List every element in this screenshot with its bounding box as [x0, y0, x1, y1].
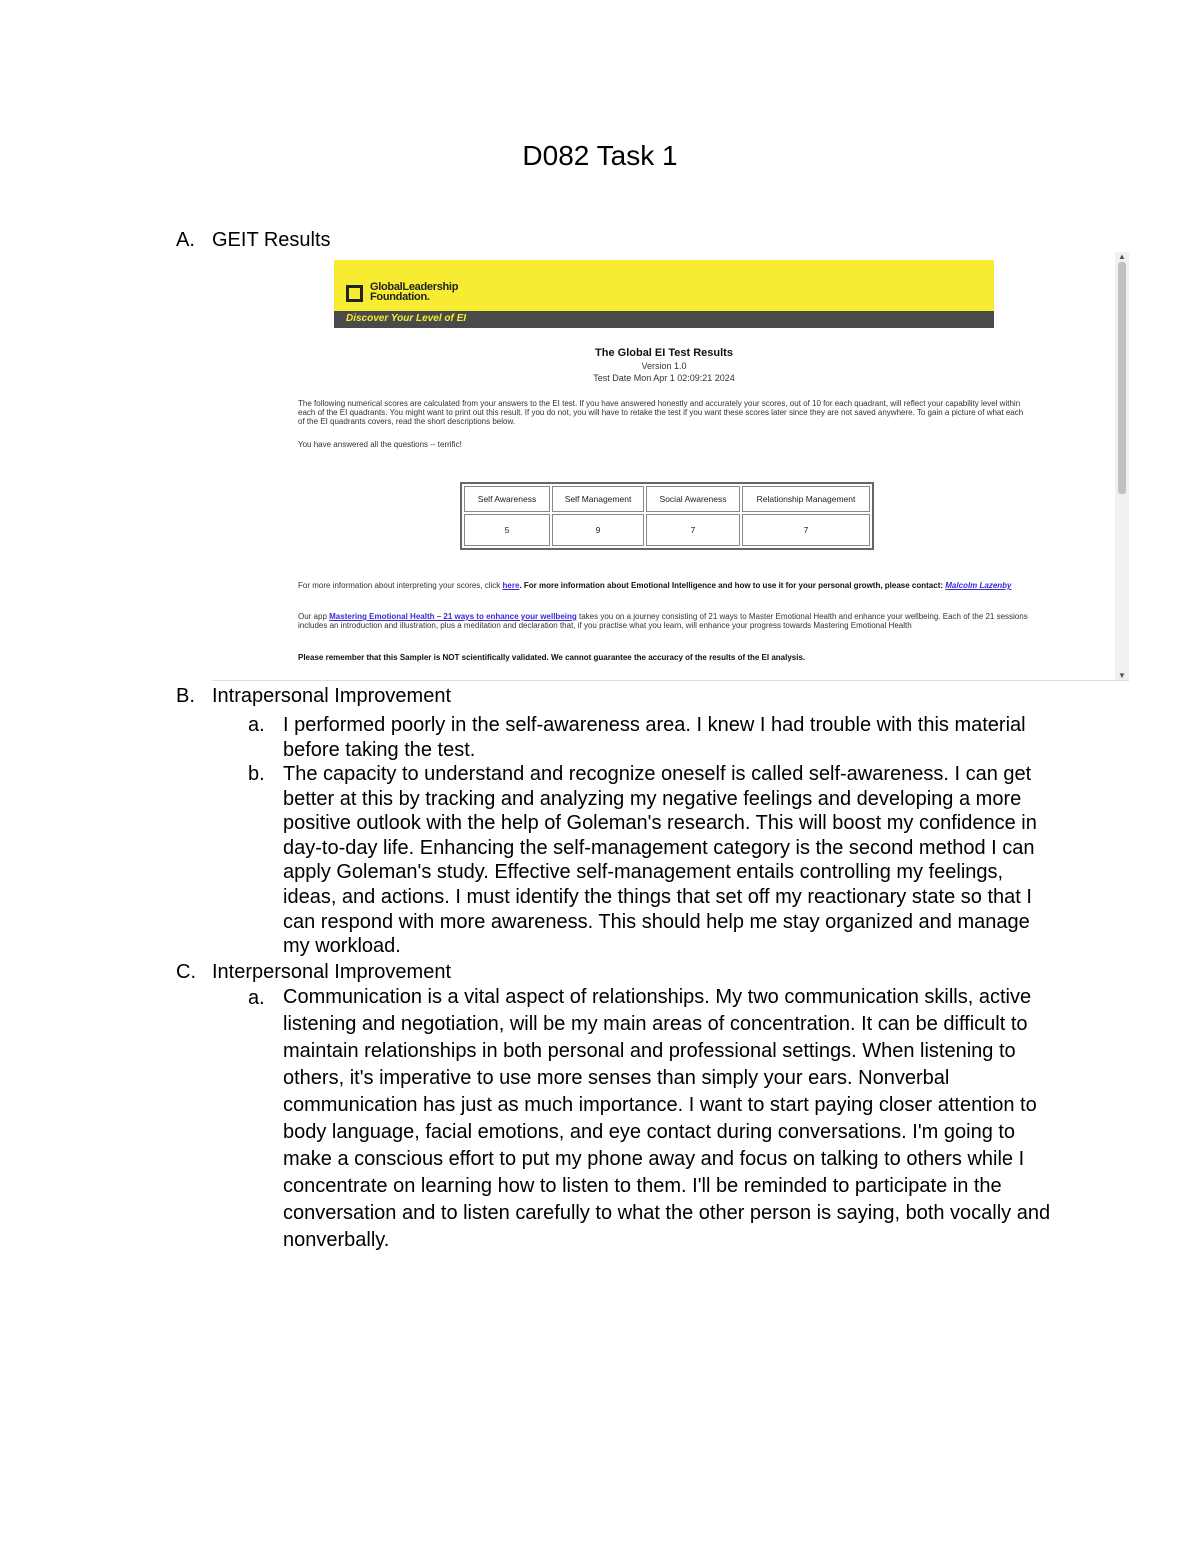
section-heading-text: Intrapersonal Improvement [212, 685, 452, 707]
document-title: D082 Task 1 [522, 140, 678, 171]
here-link[interactable]: here [502, 581, 520, 590]
item-label: b. [248, 763, 265, 785]
list-item [248, 713, 1058, 762]
item-text: The capacity to understand and recognize oneself is called self-awareness. I can get better at this by tracking and analyzing my negative feelings and developing a more positive outlook with the help of Goleman's research. This will boost my confidence in day-to-day life. Enhancing the self-management category is the second method I can apply Goleman's study. Effective self-management entails controlling my feelings, ideas, and actions. I must identify the things that set off my reactionary state so that I can respond with more awareness. This should help me stay organized and manage my workload. [283, 763, 1037, 958]
header-cell: Social Awareness [646, 486, 740, 512]
more-info-text: For more information about interpreting your scores, click [298, 581, 503, 590]
app-text: Our app [298, 612, 330, 621]
section-label: B. [176, 685, 195, 707]
scores-table [460, 482, 874, 550]
tagline-strip [334, 311, 994, 328]
item-label: a. [248, 987, 265, 1009]
item-text: Communication is a vital aspect of relationships. My two communication skills, active listening and negotiation, will be my main areas of concentration. It can be difficult to maintain relationships in both personal and professional settings. When listening to others, it's imperative to use more senses than simply your ears. Nonverbal communication has just as much importance. I want to start paying closer attention to body language, facial emotions, and eye contact during conversations. I'm going to make a conscious effort to put my phone away and focus on talking to others while I concentrate on learning how to listen to them. I'll be reminded to participate in the conversation and to listen carefully to what the other person is saying, both vocally and nonverbally. [283, 986, 1051, 1251]
table-header-row [464, 486, 870, 512]
disclaimer-text: Please remember that this Sampler is NOT scientifically validated. We cannot guarantee the accuracy of the results of the EI analysis. [298, 653, 806, 662]
scrollbar[interactable] [1115, 252, 1129, 680]
header-cell: Self Awareness [464, 486, 550, 512]
app-paragraph [298, 612, 1028, 630]
list-item [248, 984, 1058, 1254]
score-cell: 5 [464, 514, 550, 546]
tagline: Discover Your Level of EI [346, 313, 467, 324]
section-label: C. [176, 961, 196, 983]
score-cell: 9 [552, 514, 644, 546]
section-b-heading [176, 685, 451, 708]
scroll-up-icon[interactable]: ▲ [1118, 252, 1126, 261]
header-cell: Self Management [552, 486, 644, 512]
header-cell: Relationship Management [742, 486, 870, 512]
score-cell: 7 [742, 514, 870, 546]
item-label: a. [248, 714, 265, 736]
section-heading-text: GEIT Results [212, 229, 331, 251]
table-row [464, 514, 870, 546]
section-label: A. [176, 229, 195, 251]
item-text: I performed poorly in the self-awareness area. I knew I had trouble with this material before taking the test. [283, 714, 1026, 761]
section-a-heading [176, 229, 331, 252]
glf-banner [334, 260, 994, 328]
intro-paragraph: The following numerical scores are calculated from your answers to the EI test. If you have answered honestly and accurately your scores, out of 10 for each quadrant, will reflect your capability level within each of the EI quadrants. You might want to print out this result. If you do not, you will have to retake the test if you want these scores later since they are not saved anywhere. To gain a picture of what each of the EI quadrants covers, read the short descriptions below. [298, 399, 1024, 426]
list-item [248, 762, 1058, 959]
disclaimer [298, 653, 1028, 662]
geit-results-screenshot [212, 252, 1129, 681]
scrollbar-thumb[interactable] [1118, 262, 1126, 494]
test-date: Test Date Mon Apr 1 02:09:21 2024 [593, 373, 735, 383]
more-info-paragraph [298, 581, 1028, 590]
app-link[interactable]: Mastering Emotional Health – 21 ways to enhance your wellbeing [329, 612, 577, 621]
logo-line-2: Foundation. [370, 291, 430, 303]
answered-text: You have answered all the questions -- terrific! [298, 440, 462, 449]
section-c-heading [176, 961, 451, 984]
contact-link[interactable]: Malcolm Lazenby [945, 581, 1012, 590]
app-text-2: takes you on a journey consisting of 21 ways to Master Emotional Health and enhance your wellbeing. Each of the 21 sessions includes an introduction and illustration, plus a meditation and declaration that, if you practise what you learn, will enhance your progress towards Mastering Emotional Health [298, 612, 1028, 630]
logo-line-1: GlobalLeadership [370, 281, 459, 293]
results-title: The Global EI Test Results [595, 347, 733, 359]
score-cell: 7 [646, 514, 740, 546]
version-text: Version 1.0 [641, 361, 687, 371]
glf-logo-icon [346, 285, 363, 302]
more-info-text-2: . For more information about Emotional Intelligence and how to use it for your personal growth, please contact: [519, 581, 946, 590]
section-heading-text: Interpersonal Improvement [212, 961, 452, 983]
glf-logo-text [370, 282, 458, 302]
scroll-down-icon[interactable]: ▼ [1118, 671, 1126, 680]
